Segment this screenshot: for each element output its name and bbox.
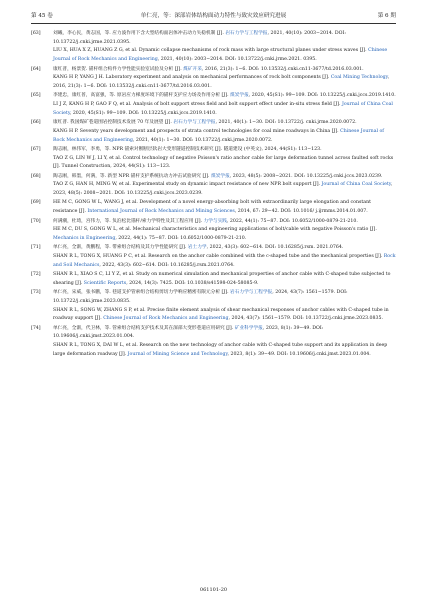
journal-link[interactable]: 煤炭学报 [209,173,230,179]
citation-text: 康红普，杨景贺. 锚杆组合构件力学性能实验室试验及分析 [J]. [53,66,182,72]
reference-item [31,66,396,92]
citation-details: , 2022, 43(3): 602−614. DOI: 10.16285/j.rsm.2021.0764. [99,262,235,268]
citation-text: SHAN R L, XIAO S C, LI Y Z, et al. Study on numerical simulation and mechanical properties of anchor cable with C-shaped tube subjected to shearing [J]. [53,272,391,286]
reference-primary [53,325,396,342]
reference-number: [67] [31,146,41,152]
citation-text: 单仁亮，宋威，张书鹏，等. 巷道支护管索组合结构剪切力学响应精密有限元分析 [J]. [53,290,229,296]
citation-details: , 2022, 44(1): 75−87. DOI: 10.6052/1000-0879-21-210. [226,218,358,224]
reference-number: [65] [31,93,41,99]
citation-text: 陶志刚，林伟军，李勇，等. NPR 锚索对断断层软岩大变形隧道控制技术研究 [J]. 隧道建设 (中英文), 2024, 44(S1): 113−123. [53,146,322,152]
citation-text: HE M C, GONG W L, WANG J, et al. Development of a novel energy-absorbing bolt with extraordinarily large elongation and constant resistance [J]. [53,200,371,215]
journal-link[interactable]: Coal Mining Technology [329,75,388,81]
reference-primary [53,199,396,216]
citation-details: , 2016, 21(3): 1−6. DOI: 10.13532/j.cnki.cn11-3677/td.2016.03.001. [53,75,390,89]
journal-link[interactable]: 岩石力学与工程学报 [171,120,216,126]
reference-number: [69] [31,200,41,206]
reference-number: [73] [31,290,41,296]
citation-text: KANG H P. Seventy years development and prospects of strata control technologies for coal mine roadways in China [J]. [53,128,339,134]
reference-item [31,173,396,199]
citation-text: HE M C, DU S, GONG W L, et al. Mechanical characteristics and engineering applications of bolt/cable with negative Poisson's ratio [J]. [53,227,377,233]
reference-primary [53,92,396,101]
citation-details: , 2016, 21(3): 1−6. DOI: 10.13532/j.cnki.cn11-3677/td.2016.03.001. [201,66,364,72]
citation-details: , 2023, 48(5): 2008−2021. DOI: 10.13225/j.cnki.jccs.2023.0239. [229,173,383,179]
journal-link[interactable]: Chinese Journal of Rock Mechanics and Engineering [101,316,229,322]
reference-english [53,181,396,198]
citation-text: 康红普. 我国煤矿巷道围岩控制技术发展 70 年及展望 [J]. [53,120,172,126]
citation-text: SHAN R L, TONG X, DAI W L, et al. Research on the new technology of anchor cable with C-shaped tube support and its application in deep large deformation roadway [J]. [53,343,388,357]
reference-number: [63] [31,31,41,36]
citation-details: , 2023, 48(5): 2008−2021. DOI: 10.13225/j.cnki.jccs.2023.0239. [53,182,393,197]
journal-link[interactable]: 岩土力学 [186,245,207,251]
journal-link[interactable]: Scientific Reports [82,280,127,286]
reference-number: [70] [31,218,41,224]
reference-primary [53,119,396,128]
journal-link[interactable]: Rock and Soil Mechanics [53,254,396,268]
reference-item [31,218,396,244]
citation-details: , 2020, 45(S1): 99−109. DOI: 10.13225/j.cnki.jccs.2019.1410. [248,93,396,99]
citation-details: , 2022, 44(1): 75−87. DOI: 10.6052/1000-0879-21-210. [115,235,247,241]
citation-text: SHAN R L, SONG W, ZHANG S P, et al. Precise finite element analysis of shear mechanical responses of anchor cables with C-shaped tube in roadway support [J]. [53,307,389,322]
reference-primary [53,146,396,155]
running-header [31,10,396,22]
reference-item [31,244,396,270]
citation-text: 单仁亮，全渐，代卫林，等. 管索组合结构支护技术及其在深部大变形巷道应用研究 [J]. [53,325,234,331]
reference-item [31,30,396,65]
reference-english [53,74,396,91]
reference-primary [53,244,396,253]
reference-number: [68] [31,173,41,179]
journal-link[interactable]: Chinese Journal of Rock Mechanics and Engineering [53,128,385,143]
header-divider [31,23,396,24]
reference-english [53,47,396,64]
citation-text: LI J Z, KANG H P, GAO F Q, et al. Analysis of bolt support stress field and bolt support effect under in-situ stress field [J]. [53,102,341,107]
reference-number: [71] [31,245,41,251]
citation-text: SHAN R L, TONG X, HUANG P C, et al. Research on the anchor cable combined with the c-shaped tube and the mechanical properties [J]. [53,254,383,260]
reference-item [31,271,396,288]
citation-details: , 2024, 14(3): 7425. DOI: 10.1038/s41598-024-58085-9. [126,280,259,286]
reference-primary [53,218,396,227]
journal-link[interactable]: 岩石力学与工程学报 [228,290,273,296]
reference-english [53,342,396,359]
reference-list [31,30,396,360]
journal-link[interactable]: 煤矿开采 [181,66,202,72]
citation-text: 李建忠，康红普，高富强，等. 原岩应力梯度环境下的锚杆支护应力场及作用分析 [J]. [53,93,229,99]
journal-link[interactable]: Mechanics in Engineering [53,235,116,241]
header-volume: 第 45 卷 [31,13,53,19]
reference-primary [53,30,396,47]
journal-link[interactable]: Journal of Mining Science and Technology [126,351,228,357]
journal-link[interactable]: 煤炭学报 [228,93,249,99]
citation-text: 刘曦，李心民，黄志国，等. 应力波作用下含大型结构面岩体冲击动力失稳机制 [J]. [53,31,224,36]
journal-link[interactable]: 岩石力学与工程学报 [223,31,268,36]
journal-link[interactable]: International Journal of Rock Mechanics and Mining Sciences [85,209,235,215]
reference-english [53,128,396,145]
journal-link[interactable]: Journal of China Coal Society [53,102,393,116]
header-title: 单仁亮，等：深部岩体结构面动力特性与致灾效应研究进展 [140,13,287,19]
page-number: 061101-20 [199,587,228,593]
reference-english [53,155,396,172]
reference-number: [66] [31,120,41,126]
citation-details: , 2020, 45(S1): 99−109. DOI: 10.13225/j.cnki.jccs.2019.1410. [69,110,217,116]
reference-english [53,253,396,270]
reference-english [53,307,396,324]
citation-details: , 2021, 40(10): 2003−2014. DOI: 10.13722/j.cnki.jrme.2021. 0395. [157,57,317,63]
citation-text: TAO Z G, LIN W J, LI Y, et al. Control technology of negative Poisson's ratio anchor cable for large deformation tunnel across faulted soft rocks [J]. Tunnel Construction, 2024, 44(S1): 113−123. [53,155,394,170]
reference-item [31,325,396,360]
reference-primary [53,173,396,182]
reference-item [31,92,396,118]
reference-number: [64] [31,66,41,72]
reference-number: [74] [31,325,41,331]
header-issue: 第 6 期 [377,13,396,19]
citation-text: 何满潮，杜琦，宫伟力，等. 负泊松比锚杆/索力学特性及其工程应用 [J]. [53,218,203,224]
journal-link[interactable]: Journal of China Coal Society [320,182,391,188]
reference-primary [53,271,396,288]
reference-item [31,289,396,324]
journal-link[interactable]: Chinese Journal of Rock Mechanics and Engineering [53,48,388,63]
citation-text: 单仁亮，全渐，黄鹏程，等. 带索组合结构及其力学性能研究 [J]. [53,245,187,251]
citation-details: , 2023, 8(1): 39−49. DOI: 10.19606/j.cnki.jmst.2023.01.004. [53,325,324,340]
reference-primary [53,289,396,306]
citation-text: TAO Z G, HAN H, MING W, et al. Experimental study on dynamic impact resistance of new NPR bolt support [J]. [53,182,321,188]
citation-text: 陶志刚，韩墨，何满，等. 新型 NPR 锚杆支护系统抗动力冲击试验研究 [J]. [53,173,210,179]
citation-details: , 2024, 43(7): 1561−1579. DOI: 10.13722/j.cnki.jrme.2023.0835. [228,316,383,322]
citation-details: , 2021, 40(10): 2003−2014. DOI: 10.13722/j.cnki.jrme.2021.0395. [53,31,346,45]
citation-details: , 2021, 40(1): 1−30. DOI: 10.13722/j. cnki.jrme.2020.0072. [215,120,357,126]
reference-english [53,101,396,118]
reference-number: [72] [31,272,41,278]
citation-details: , 2022, 43(3): 602−614. DOI: 10.16285/j.rsm. 2021.0764. [206,245,344,251]
journal-link[interactable]: 矿业科学学报 [233,325,263,331]
citation-details: , 2014, 67: 29−42. DOI: 10.1016/ j.ijrmms.2014.01.007. [234,209,368,215]
reference-item [31,119,396,145]
citation-details: , 2024, 43(7): 1561−1579. DOI: 10.13722/j.cnki.jrme.2023.0835. [53,290,348,304]
reference-primary [53,66,396,75]
citation-details: , 2021, 40(1): 1−30. DOI: 10.13722/j.cnki.jrme.2020.0072. [132,137,273,143]
citation-details: , 2023, 8(1): 39−49. DOI: 10.19606/j.cnki.jmst.2023.01.004. [227,351,371,357]
reference-item [31,146,396,172]
reference-item [31,199,396,216]
citation-text: LIU X, HUA X Z, HUANG Z G, et al. Dynamic collapse mechanisms of rock mass with large structural planes under stress waves [J]. [53,48,367,54]
citation-text: KANG H P, YANG J H. Laboratory experiment and analysis on mechanical performances of rock bolt components [J]. [53,75,330,81]
journal-link[interactable]: 力学与实践 [202,218,227,224]
reference-english [53,226,396,243]
